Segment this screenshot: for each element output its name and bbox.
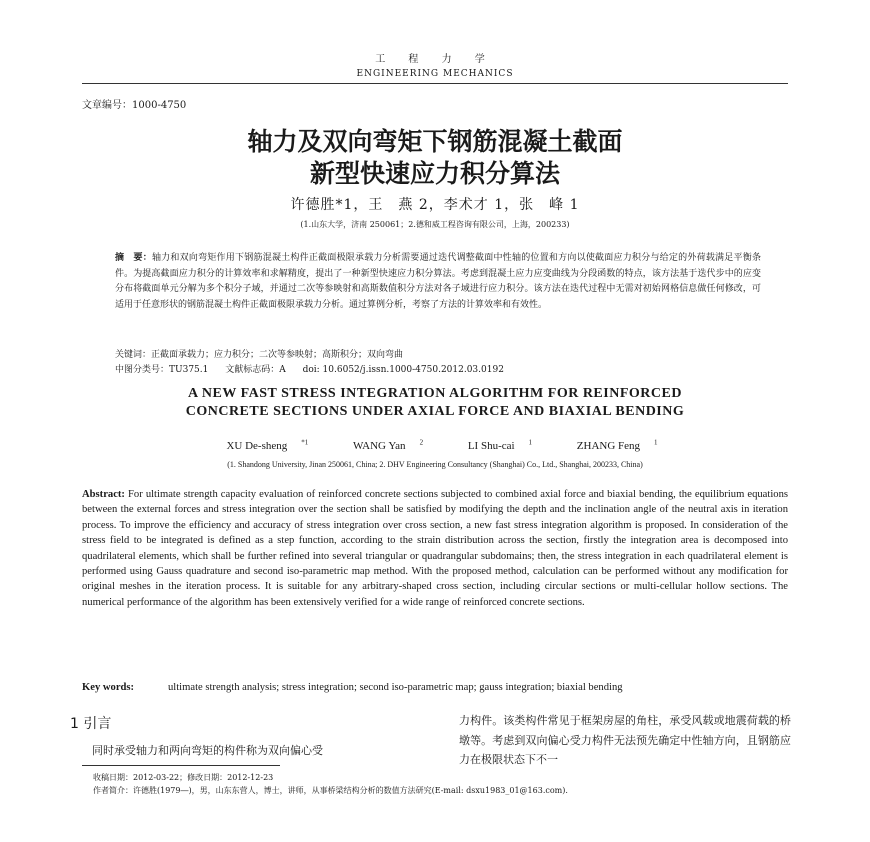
author-en-4 — [563, 440, 658, 452]
affiliation-en: (1. Shandong University, Jinan 250061, China; 2. DHV Engineering Consultancy (Shanghai) Co., Ltd., Shanghai, 200233, China) — [227, 460, 643, 469]
author-en-2 — [339, 440, 423, 452]
footnote-author-bio: 作者简介：许德胜(1979―)，男，山东东营人，博士，讲师，从事桥梁结构分析的数值方法研究(E-mail: dsxu1983_01@163.com). — [93, 786, 568, 795]
author-en-3 — [454, 440, 532, 452]
article-number: 文章编号：1000-4750 — [82, 100, 187, 111]
author-en-1 — [212, 440, 308, 452]
keywords-en — [82, 680, 788, 695]
footnote-received-date: 收稿日期：2012-03-22；修改日期：2012-12-23 — [93, 773, 274, 782]
author-en-1-sup: *1 — [301, 438, 309, 446]
author-en-2-sup: 2 — [419, 438, 424, 446]
body-text-right-column: 力构件。该类构件常见于框架房屋的角柱，承受风载或地震荷载的桥墩等。考虑到双向偏心受力构件无法预先确定中性轴方向，且钢筋应力在极限状态下不一 — [459, 714, 791, 766]
paper-title-en-line2: CONCRETE SECTIONS UNDER AXIAL FORCE AND BIAXIAL BENDING — [185, 404, 685, 419]
document-code: 文献标志码：A — [225, 365, 286, 375]
abstract-cn — [115, 251, 761, 313]
journal-title-cn: 工 程 力 学 — [375, 54, 495, 65]
abstract-en-label: Abstract: — [82, 489, 125, 500]
keywords-en-label: Key words: — [82, 682, 135, 693]
author-en-2-name: WANG Yan — [353, 439, 406, 452]
affiliation-cn: (1.山东大学，济南 250061；2.德和威工程咨询有限公司，上海，200233) — [300, 220, 570, 229]
authors-cn: 许德胜*1，王 燕 2，李术才 1，张 峰 1 — [290, 197, 580, 213]
abstract-cn-label: 摘 要： — [115, 253, 152, 263]
abstract-en — [82, 487, 788, 610]
paper-title-en-line1: A NEW FAST STRESS INTEGRATION ALGORITHM FOR REINFORCED — [188, 386, 682, 401]
author-en-4-name: ZHANG Feng — [576, 439, 641, 452]
author-en-3-name: LI Shu-cai — [467, 439, 515, 452]
keywords-en-text: ultimate strength analysis; stress integration; second iso-parametric map; gauss integration; biaxial bending — [168, 682, 623, 693]
section-heading-introduction: 1 引言 — [70, 716, 112, 732]
clc-number: 中图分类号：TU375.1 — [115, 365, 209, 375]
header-divider — [82, 83, 788, 84]
paper-title-cn-line1: 轴力及双向弯矩下钢筋混凝土截面 — [247, 127, 623, 156]
abstract-cn-text: 轴力和双向弯矩作用下钢筋混凝土构件正截面极限承载力分析需要通过迭代调整截面中性轴的位置和方向以使截面应力积分与给定的外荷载满足平衡条件。为提高截面应力积分的计算效率和求解精度，提出了一种新型快速应力积分算法。考虑到混凝土应力应变曲线为分段函数的特点，该方法基于迭代步中的应变分布将截面单元分解为多个积分子域，并通过二次等参映射和高斯数值积分方法对各子域进行应力积分。该方法在迭代过程中无需对初始网格信息做任何修改，可适用于任意形状的钢筋混凝土构件正截面极限承载力分析。通过算例分析，考察了方法的计算效率和有效性。 — [115, 253, 761, 310]
authors-en — [0, 438, 870, 452]
doi: doi: 10.6052/j.issn.1000-4750.2012.03.0192 — [302, 365, 504, 375]
footnote-divider — [82, 765, 280, 766]
paper-title-cn-line2: 新型快速应力积分算法 — [309, 159, 560, 188]
abstract-en-text: For ultimate strength capacity evaluation of reinforced concrete sections subjected to combined axial force and biaxial bending, the equilibrium equations between the external forces and stress integration over the section shall be satisfied by modifying the depth and the inclination angle of the neutral axis in iteration process. To improve the efficiency and accuracy of stress integration over cross section, a new fast stress integration algorithm is proposed. In consideration of the stress field to be integrated is defined as a step function, according to the strain distribution across the section, firstly the integration area is decomposed into quadrilateral elements, which shall be further refined into several triangular or quadrangular subdomains; then, the stress integration in each quadrilateral element is performed using Gauss quadrature and second iso-parametric map method. With the proposed method, calculation can be performed without any modification for original meshes in the iteration process. It is suitable for any arbitrary-shaped cross section, including circular sections or multi-cellular hollow sections. The numerical performance of the algorithm has been extensively verified for a wide range of reinforced concrete sections. — [82, 489, 788, 608]
keywords-cn: 关键词：正截面承载力；应力积分；二次等参映射；高斯积分；双向弯曲 — [115, 350, 404, 360]
author-en-1-name: XU De-sheng — [226, 439, 288, 452]
author-en-4-sup: 1 — [654, 438, 658, 446]
journal-title-en: ENGINEERING MECHANICS — [356, 69, 514, 79]
author-en-3-sup: 1 — [528, 438, 533, 446]
classification-line — [115, 362, 518, 375]
body-text-left-column: 同时承受轴力和两向弯矩的构件称为双向偏心受 — [92, 744, 323, 757]
